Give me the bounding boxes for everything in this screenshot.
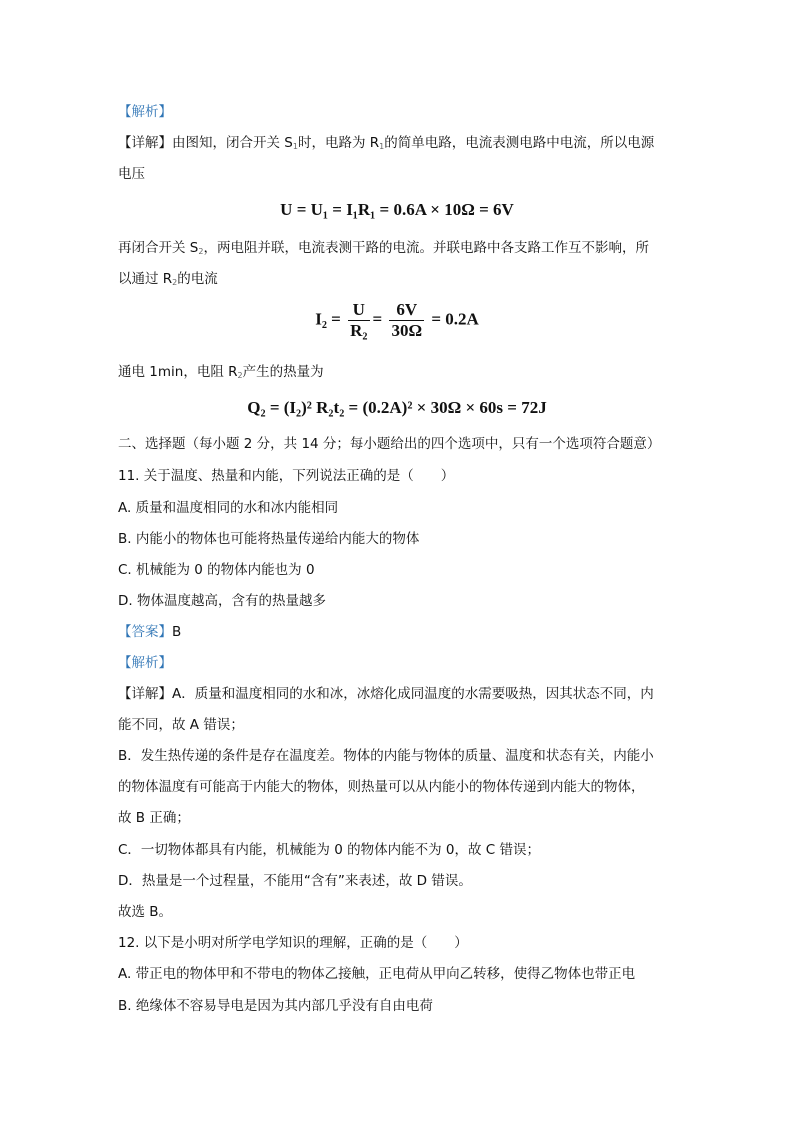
option-c: C. 机械能为 0 的物体内能也为 0 (118, 562, 315, 578)
detail-line-5: 通电 1min，电阻 $R_2$产生的热量为 (118, 364, 324, 380)
analysis-tag: 【解析】 (118, 104, 172, 120)
option-b: B. 内能小的物体也可能将热量传递给内能大的物体 (118, 531, 420, 547)
question-12-option-b: B. 绝缘体不容易导电是因为其内部几乎没有自由电荷 (118, 998, 433, 1014)
detail-line-1: 【详解】由图知，闭合开关 $S_1$时，电路为 $R_1$的简单电路，电流表测电路中电流，所以电源 (118, 135, 655, 151)
detail-11-line-5: 故 B 正确； (118, 810, 190, 826)
detail-11-line-1: 【详解】A．质量和温度相同的水和冰，冰熔化成同温度的水需要吸热，因其状态不同，内 (118, 686, 654, 702)
detail-11-line-6: C．一切物体都具有内能，机械能为 0 的物体内能不为 0，故 C 错误； (118, 842, 540, 858)
detail-11-line-3: B．发生热传递的条件是存在温度差。物体的内能与物体的质量、温度和状态有关，内能小 (118, 748, 654, 764)
equation-current: I₂ = $\frac{U}{\text{R₂}}$ = $\frac{6V}{30\Omega}$ = 0.2A (315, 300, 479, 340)
detail-line-2: 电压 (118, 166, 145, 182)
option-a: A. 质量和温度相同的水和冰内能相同 (118, 500, 339, 516)
analysis-tag-2: 【解析】 (118, 655, 172, 671)
question-12-option-a: A. 带正电的物体甲和不带电的物体乙接触，正电荷从甲向乙转移，使得乙物体也带正电 (118, 966, 636, 982)
equation-heat: Q₂ = (I₂)² R₂t₂ = (0.2A)² × 30Ω × 60s = 72J (247, 398, 547, 417)
section-heading: 二、选择题（每小题 2 分，共 14 分；每小题给出的四个选项中，只有一个选项符合题意） (118, 436, 661, 452)
question-12: 12. 以下是小明对所学电学知识的理解，正确的是（ ） (118, 935, 468, 951)
detail-11-line-8: 故选 B。 (118, 904, 173, 920)
option-d: D. 物体温度越高，含有的热量越多 (118, 593, 326, 609)
detail-line-4: 以通过 $R_2$的电流 (118, 271, 218, 287)
detail-11-line-2: 能不同，故 A 错误； (118, 717, 244, 733)
answer-line: 【答案】B (118, 624, 182, 640)
equation-voltage: U = U₁ = I₁R₁ = 0.6A × 10Ω = 6V (280, 200, 514, 219)
detail-11-line-7: D．热量是一个过程量，不能用“含有”来表述，故 D 错误。 (118, 873, 472, 889)
detail-line-3: 再闭合开关 $S_2$，两电阻并联，电流表测干路的电流。并联电路中各支路工作互不影响，所 (118, 240, 649, 256)
question-11: 11. 关于温度、热量和内能，下列说法正确的是（ ） (118, 468, 455, 484)
detail-11-line-4: 的物体温度有可能高于内能大的物体，则热量可以从内能小的物体传递到内能大的物体， (118, 779, 645, 795)
